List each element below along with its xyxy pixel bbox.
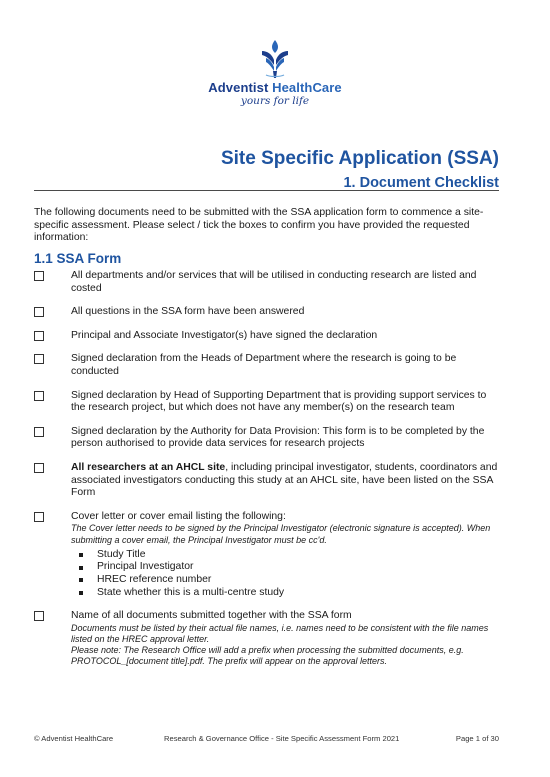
checklist-item-text: Name of all documents submitted together with the SSA form <box>71 610 352 622</box>
section-heading: 1.1 SSA Form <box>34 251 122 266</box>
footer-page-number: Page 1 of 30 <box>455 734 499 743</box>
intro-paragraph: The following documents need to be submitted with the SSA application form to commence a site-specific assessment. Please select / tick the boxes to confirm you have provided the requested information: <box>34 207 484 244</box>
checklist-item-note-2: Please note: The Research Office will add a prefix when processing the submitted documents, e.g. PROTOCOL_[document title].pdf. The prefix will appear on the approval letters. <box>71 645 464 667</box>
list-item: Study Title <box>79 549 502 562</box>
document-subtitle: 1. Document Checklist <box>343 175 499 191</box>
footer-office: Research & Governance Office - Site Specific Assessment Form 2021 <box>164 734 400 743</box>
logo-emblem-icon <box>258 38 292 78</box>
checkbox[interactable] <box>34 611 44 621</box>
list-item: State whether this is a multi-centre study <box>79 587 502 600</box>
checklist-item-text: All departments and/or services that will be utilised in conducting research are listed and costed <box>71 270 477 294</box>
checkbox[interactable] <box>34 463 44 473</box>
list-item: HREC reference number <box>79 574 502 587</box>
checkbox[interactable] <box>34 354 44 364</box>
logo-tagline: yours for life <box>240 95 310 107</box>
checklist-item-text: Cover letter or cover email listing the following: <box>71 510 286 522</box>
checklist-item-text: Signed declaration by the Authority for Data Provision: This form is to be completed by the person authorised to provide data services for research projects <box>71 425 485 450</box>
checklist-item <box>34 270 502 295</box>
checklist-item-text: Signed declaration by Head of Supporting Department that is providing support services to the research project, but which does not have any member(s) on the research team <box>71 389 487 414</box>
checkbox[interactable] <box>34 307 44 317</box>
adventist-healthcare-logo <box>205 38 345 107</box>
checklist-item <box>34 306 502 319</box>
checklist-item <box>34 330 502 343</box>
checklist-item <box>34 462 502 500</box>
checklist-item-emphasis: All researchers at an AHCL site <box>71 461 226 473</box>
checklist-item-note: The Cover letter needs to be signed by the Principal Investigator (electronic signature is accepted). When submitting a cover email, the Principal Investigator must be cc'd. <box>71 523 491 545</box>
checklist-item <box>34 353 502 378</box>
checklist-item <box>34 390 502 415</box>
checklist-item-text-rest: , including principal investigator, students, coordinators and associated investigators conducting this study at an AHCL site, have been listed on the SSA Form <box>71 461 498 499</box>
document-header <box>221 148 499 191</box>
checklist <box>34 270 502 668</box>
checklist-item-body <box>71 511 502 599</box>
checklist-item-text: Principal and Associate Investigator(s) have signed the declaration <box>71 329 378 341</box>
requirement-list <box>79 549 502 599</box>
checkbox[interactable] <box>34 427 44 437</box>
checklist-item-text: Signed declaration from the Heads of Department where the research is going to be conducted <box>71 353 457 377</box>
list-item: Principal Investigator <box>79 561 502 574</box>
checkbox[interactable] <box>34 391 44 401</box>
checkbox[interactable] <box>34 331 44 341</box>
checkbox[interactable] <box>34 512 44 522</box>
checklist-item-note: Documents must be listed by their actual file names, i.e. names need to be consistent with the file names listed on the HREC approval letter. <box>71 622 489 644</box>
checklist-item-text: All questions in the SSA form have been answered <box>71 306 305 318</box>
checklist-item-text <box>71 462 502 500</box>
checkbox[interactable] <box>34 271 44 281</box>
logo-name-primary: Adventist <box>208 80 269 95</box>
logo-wordmark <box>205 80 345 95</box>
document-title: Site Specific Application (SSA) <box>220 148 499 169</box>
footer-copyright: © Adventist HealthCare <box>34 734 114 743</box>
logo-name-secondary: HealthCare <box>272 80 342 95</box>
checklist-item <box>34 426 502 451</box>
checklist-item <box>34 511 502 599</box>
checklist-item-body <box>71 610 502 667</box>
checklist-item <box>34 610 502 667</box>
header-divider <box>34 190 499 191</box>
